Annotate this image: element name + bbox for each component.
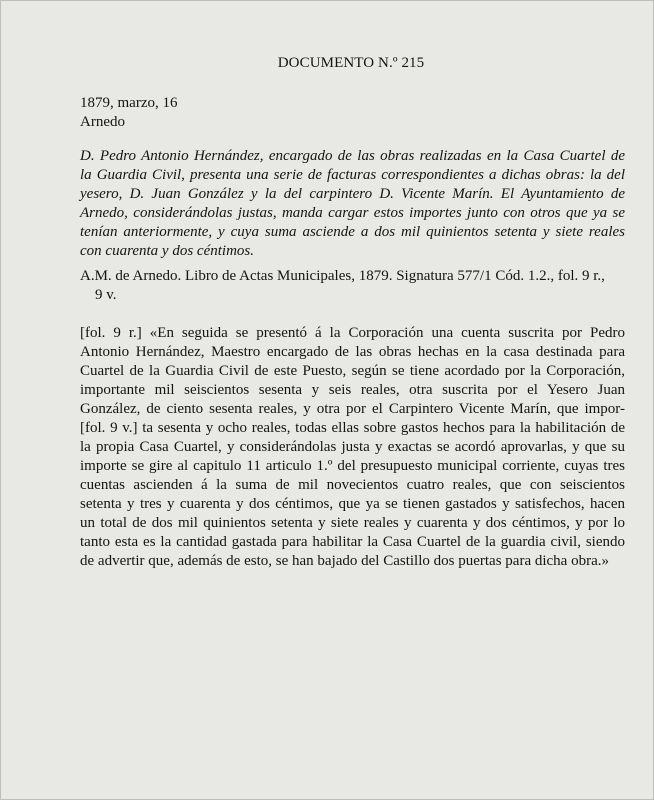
body-line: Antonio Hernández, Maestro encargado de las obras hechas en la casa destinada para	[80, 344, 625, 360]
archival-source	[80, 267, 625, 305]
summary-line: con cuarenta y dos céntimos.	[80, 243, 254, 259]
body-line: González, de ciento sesenta reales, y otra por el Carpintero Vicente Marín, que impor-	[80, 401, 625, 417]
body-line: setenta y tres y cuarenta y dos céntimos, que ya se tienen gastados y satisfechos, hacen	[80, 496, 625, 512]
summary-line: yesero, D. Juan González y la del carpintero D. Vicente Marín. El Ayuntamiento de	[80, 186, 625, 202]
transcription-body	[80, 324, 625, 571]
body-line: importante mil seiscientos sesenta y seis reales, otra suscrita por el Yesero Juan	[80, 382, 625, 398]
summary-line: tenían anteriormente, y cuya suma asciende a dos mil quinientos setenta y siete reales	[80, 224, 625, 240]
body-line: un total de dos mil quinientos setenta y siete reales y cuarenta y dos céntimos, y por lo	[80, 515, 625, 531]
body-line: cuentas ascienden á la suma de mil novecientos cuatro reales, que con seiscientos	[80, 477, 625, 493]
source-line: 9 v.	[95, 287, 117, 303]
summary-line: la Guardia Civil, presenta una serie de facturas correspondientes a dichas obras: la del	[80, 167, 625, 183]
body-line: importe se gire al capitulo 11 articulo 1.º del presupuesto municipal corriente, cuyas tres	[80, 458, 625, 474]
date-place-block	[80, 94, 625, 132]
document-place: Arnedo	[80, 114, 125, 130]
body-line: [fol. 9 v.] ta sesenta y ocho reales, todas ellas sobre gastos hechos para la habilitación de	[80, 420, 625, 436]
summary-line: D. Pedro Antonio Hernández, encargado de las obras realizadas en la Casa Cuartel de	[80, 148, 625, 164]
body-line: tanto esta es la cantidad gastada para habilitar la Casa Cuartel de la guardia civil, siendo	[80, 534, 625, 550]
summary-line: Arnedo, considerándolas justas, manda cargar estos importes junto con otros que ya se	[80, 205, 625, 221]
document-summary	[80, 147, 625, 261]
body-line: [fol. 9 r.] «En seguida se presentó á la Corporación una cuenta suscrita por Pedro	[80, 325, 625, 341]
document-date: 1879, marzo, 16	[80, 95, 178, 111]
source-line: A.M. de Arnedo. Libro de Actas Municipales, 1879. Signatura 577/1 Cód. 1.2., fol. 9 r.,	[80, 268, 605, 284]
document-title: DOCUMENTO N.º 215	[277, 55, 425, 71]
body-line: Cuartel de la Guardia Civil de este Puesto, según se tiene acordado por la Corporación,	[80, 363, 625, 379]
body-line: la propia Casa Cuartel, y considerándolas justa y exactas se acordó aprovarlas, y que su	[80, 439, 625, 455]
body-line: de advertir que, además de esto, se han bajado del Castillo dos puertas para dicha obra.»	[80, 553, 609, 569]
